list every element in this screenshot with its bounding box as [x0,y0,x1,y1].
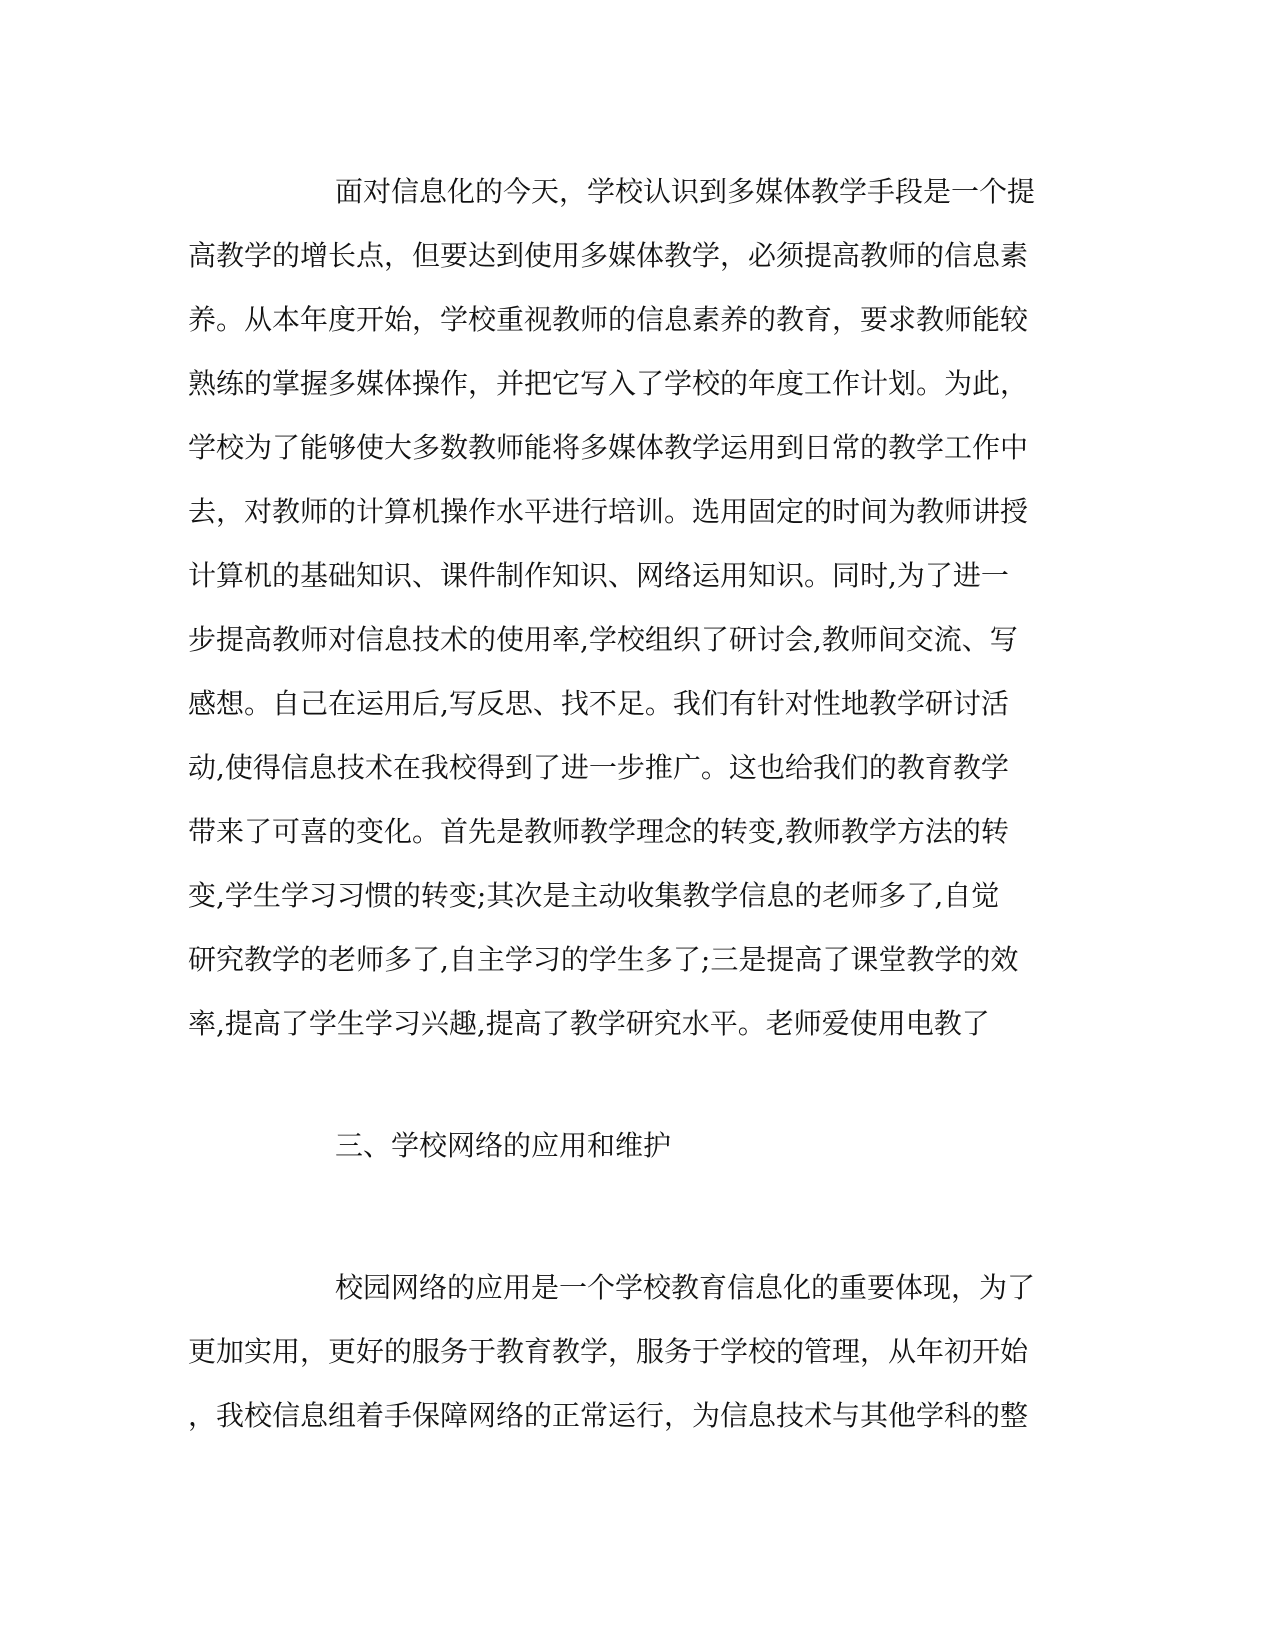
text-line: 面对信息化的今天，学校认识到多媒体教学手段是一个提 [335,175,1036,208]
section-heading-text: 三、学校网络的应用和维护 [335,1129,672,1162]
text-line: 变,学生学习习惯的转变;其次是主动收集教学信息的老师多了,自觉 [188,879,1000,912]
text-line: 计算机的基础知识、课件制作知识、网络运用知识。同时,为了进一 [188,559,1009,592]
text-line: 学校为了能够使大多数教师能将多媒体教学运用到日常的教学工作中 [188,431,1029,464]
text-line: 率,提高了学生学习兴趣,提高了教学研究水平。老师爱使用电教了 [188,1007,990,1040]
paragraph-campus-network [188,1256,1048,1448]
text-line: 更加实用，更好的服务于教育教学，服务于学校的管理，从年初开始 [188,1335,1029,1368]
paragraph-multimedia-teaching [188,160,1048,1056]
section-heading [188,1114,1048,1178]
text-line: 带来了可喜的变化。首先是教师教学理念的转变,教师教学方法的转 [188,815,1009,848]
text-line: 养。从本年度开始，学校重视教师的信息素养的教育，要求教师能较 [188,303,1029,336]
text-line: 去，对教师的计算机操作水平进行培训。选用固定的时间为教师讲授 [188,495,1029,528]
text-line: 熟练的掌握多媒体操作，并把它写入了学校的年度工作计划。为此， [188,367,1029,400]
text-line: 步提高教师对信息技术的使用率,学校组织了研讨会,教师间交流、写 [188,623,1018,656]
text-line: 感想。自己在运用后,写反思、找不足。我们有针对性地教学研讨活 [188,687,1009,720]
text-line: 研究教学的老师多了,自主学习的学生多了;三是提高了课堂教学的效 [188,943,1019,976]
text-line: ，我校信息组着手保障网络的正常运行，为信息技术与其他学科的整 [188,1399,1029,1432]
text-line: 校园网络的应用是一个学校教育信息化的重要体现，为了 [335,1271,1036,1304]
text-line: 高教学的增长点，但要达到使用多媒体教学，必须提高教师的信息素 [188,239,1029,272]
text-line: 动,使得信息技术在我校得到了进一步推广。这也给我们的教育教学 [188,751,1009,784]
